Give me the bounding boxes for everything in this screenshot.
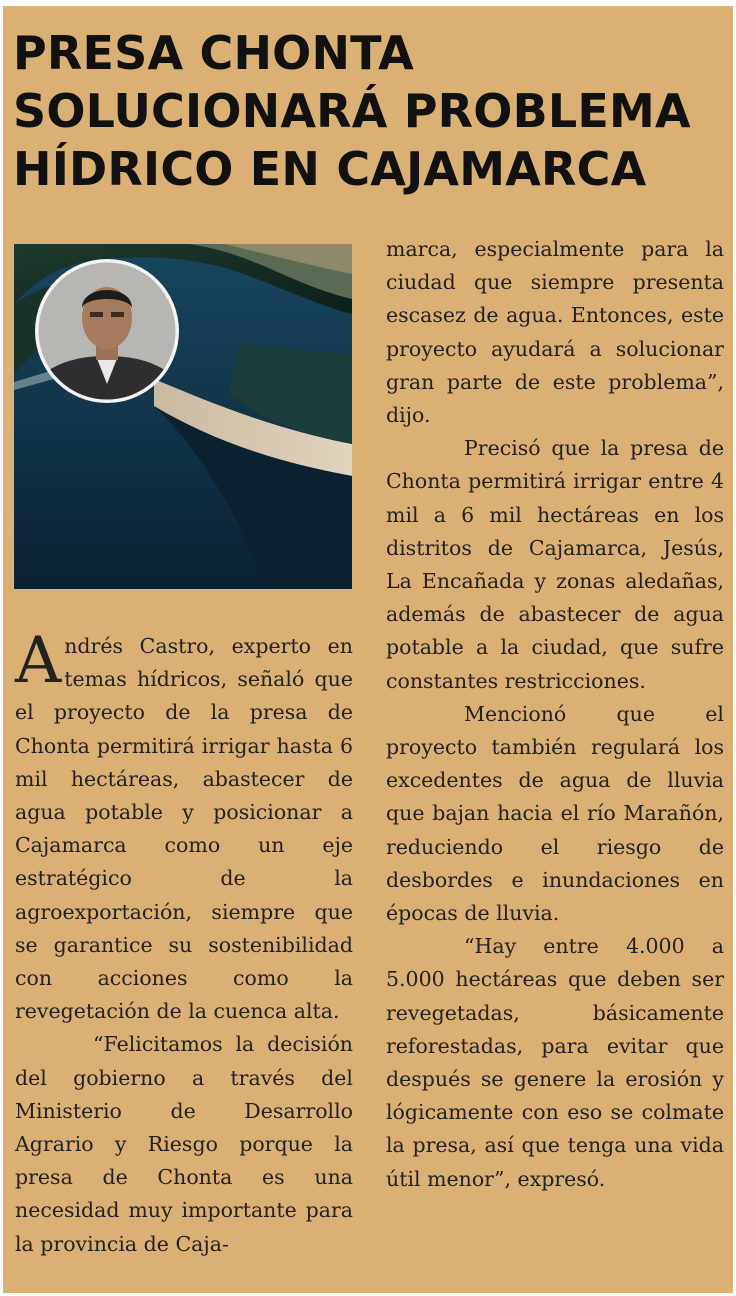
news-article-page (3, 6, 733, 1293)
left-paragraph-2: “Felicitamos la decisión del gobierno a través del Ministerio de Desarrollo Agrario y Riesgo porque la presa de Chonta es una necesidad muy importante para la provincia de Caja- (15, 1032, 353, 1256)
right-paragraph-3: Mencionó que el proyecto también regulará los excedentes de agua de lluvia que bajan hacia el río Marañón, reduciendo el riesgo de desbordes e inundaciones en épocas de lluvia. (386, 701, 724, 926)
article-photo (14, 244, 352, 589)
drop-cap: A (15, 624, 62, 698)
right-paragraph-4: “Hay entre 4.000 a 5.000 hectáreas que deben ser revegetadas, básicamente reforestadas, para evitar que después se genere la erosión y lógicamente con eso se colmate la presa, así que tenga una vida útil menor”, expresó. (386, 934, 724, 1191)
right-paragraph-1: marca, especialmente para la ciudad que siempre presenta escasez de agua. Entonces, este proyecto ayudará a solucionar gran parte de este problema”, dijo. (386, 237, 724, 428)
dam-aerial-image (14, 244, 352, 589)
right-paragraph-2: Precisó que la presa de Chonta permitirá irrigar entre 4 mil a 6 mil hectáreas en los distritos de Cajamarca, Jesús, La Encañada y zonas aledañas, además de abastecer de agua potable a la ciudad, que sufre constantes restricciones. (386, 436, 724, 693)
left-column (15, 624, 353, 1261)
article-headline: PRESA CHONTA SOLUCIONARÁ PROBLEMA HÍDRICO EN CAJAMARCA (13, 26, 691, 196)
left-paragraph-1: Andrés Castro, experto en temas hídricos, señaló que el proyecto de la presa de Chonta permitirá irrigar hasta 6 mil hectáreas, abastecer de agua potable y posicionar a Cajamarca como un eje estratégico de la agroexportación, siempre que se garantice su sostenibilidad con acciones como la revegetación de la cuenca alta. (15, 624, 353, 1024)
right-column (386, 233, 724, 1196)
